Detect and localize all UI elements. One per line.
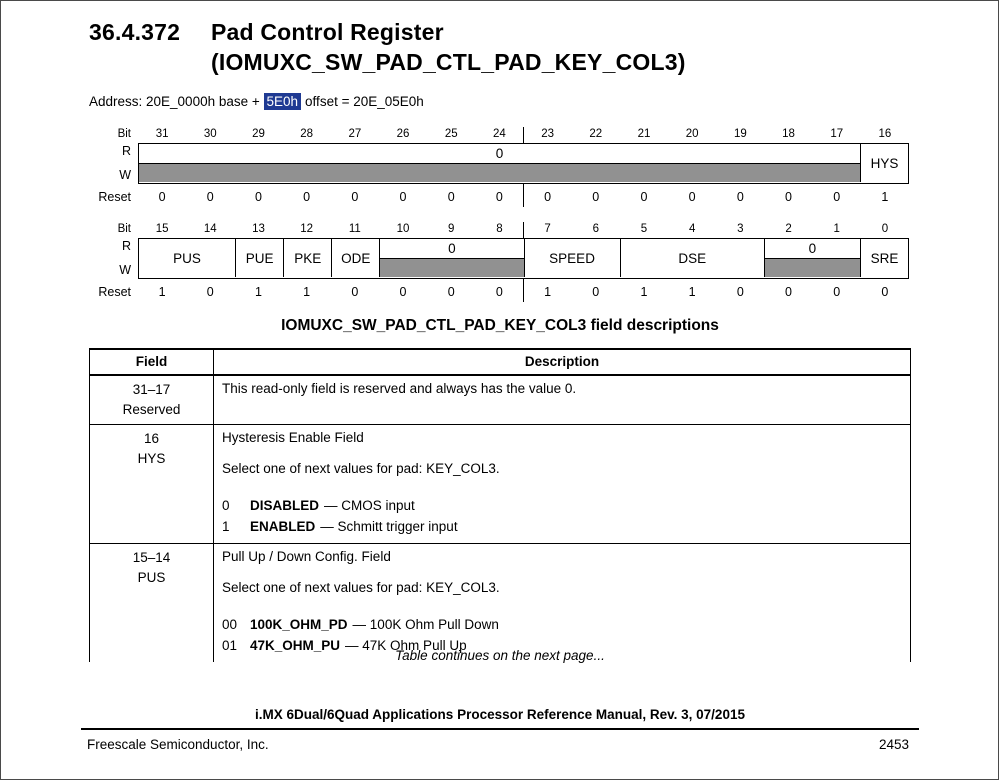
manual-title-footer: i.MX 6Dual/6Quad Applications Processor Reference Manual, Rev. 3, 07/2015 — [255, 707, 745, 722]
bit-number: 4 — [688, 223, 696, 235]
bit-number: 14 — [203, 223, 217, 235]
reset-value: 0 — [399, 285, 407, 299]
field-bits: 15–14 — [132, 550, 171, 565]
reset-value: 0 — [785, 285, 792, 299]
bit-number: 16 — [878, 128, 892, 140]
page-title: Pad Control Register — [211, 19, 444, 45]
selected-text[interactable]: 5E0h — [264, 93, 302, 110]
bit-number: 12 — [300, 223, 314, 235]
reset-value: 0 — [688, 190, 696, 204]
field-name: PUS — [137, 570, 166, 585]
value-name: 100K_OHM_PD — [250, 617, 348, 632]
value-code: 00 — [222, 617, 238, 632]
table-row — [90, 425, 910, 544]
reset-value: 0 — [592, 285, 600, 299]
rw-box-row — [89, 238, 909, 279]
bit-number: 27 — [348, 128, 362, 140]
reserved-read-cell: 0 — [764, 239, 860, 258]
field-cell-speed: SPEED — [524, 239, 620, 277]
reset-row — [89, 187, 909, 207]
register-box — [138, 143, 909, 184]
bit-number: 5 — [640, 223, 648, 235]
reset-value: 1 — [303, 285, 311, 299]
bit-number: 29 — [252, 128, 265, 140]
bit-number: 25 — [444, 128, 458, 140]
bit-number: 17 — [830, 128, 844, 140]
write-label: W — [119, 168, 131, 182]
section-number: 36.4.372 — [89, 19, 181, 45]
value-line — [222, 614, 902, 635]
rw-labels — [89, 238, 138, 279]
header-description: Description — [213, 350, 910, 374]
reset-value: 0 — [351, 190, 359, 204]
bit-number-row — [89, 125, 909, 143]
bit-number: 6 — [592, 223, 599, 235]
register-diagram-low — [89, 220, 909, 302]
description-select: Select one of next values for pad: KEY_COL3. — [222, 580, 500, 595]
field-cell-dse: DSE — [620, 239, 764, 277]
reset-value: 0 — [447, 285, 455, 299]
bit-number: 21 — [637, 128, 651, 140]
bit-number: 13 — [252, 223, 265, 235]
field-cell — [90, 376, 213, 424]
field-descriptions-table — [89, 348, 911, 662]
page-title-register-name: (IOMUXC_SW_PAD_CTL_PAD_KEY_COL3) — [211, 49, 686, 75]
value-line — [222, 516, 902, 537]
reset-value: 1 — [254, 285, 262, 299]
reserved-write-cell — [139, 163, 860, 182]
reset-value: 1 — [881, 190, 889, 204]
reset-value: 0 — [736, 190, 744, 204]
reserved-write-cell — [379, 258, 523, 277]
read-label: R — [121, 144, 131, 158]
field-bits: 16 — [143, 431, 160, 446]
value-code: 01 — [222, 638, 238, 653]
rw-box-row — [89, 143, 909, 184]
reset-value: 0 — [303, 190, 311, 204]
field-table-title: IOMUXC_SW_PAD_CTL_PAD_KEY_COL3 field descriptions — [281, 317, 719, 334]
reserved-read-cell: 0 — [495, 146, 504, 161]
value-description: — Schmitt trigger input — [320, 519, 458, 534]
description-intro: Pull Up / Down Config. Field — [222, 549, 391, 564]
write-label: W — [119, 263, 131, 277]
field-cell-ode: ODE — [331, 239, 379, 277]
reset-value: 0 — [640, 190, 648, 204]
field-cell — [90, 425, 213, 543]
register-box — [138, 238, 909, 279]
reset-value: 0 — [881, 285, 889, 299]
value-name: 47K_OHM_PU — [250, 638, 341, 653]
reset-value: 0 — [592, 190, 600, 204]
reset-value: 0 — [495, 190, 503, 204]
reset-row-label: Reset — [98, 285, 131, 299]
reset-value: 0 — [495, 285, 503, 299]
reset-value: 1 — [640, 285, 648, 299]
field-cell-hys: HYS — [860, 144, 908, 182]
bit-number: 11 — [348, 223, 361, 235]
reset-value: 0 — [351, 285, 359, 299]
bit-number: 3 — [737, 223, 744, 235]
reset-value: 0 — [785, 190, 792, 204]
table-row — [90, 376, 910, 425]
read-label: R — [121, 239, 131, 253]
bit-number: 24 — [493, 128, 506, 140]
field-cell-sre: SRE — [860, 239, 908, 277]
bit-number: 26 — [396, 128, 410, 140]
reset-row-label: Reset — [98, 190, 131, 204]
section-heading — [89, 17, 686, 77]
reset-value: 0 — [254, 190, 262, 204]
bit-number: 15 — [155, 223, 169, 235]
reset-value: 0 — [736, 285, 744, 299]
description-cell — [213, 544, 910, 662]
reset-value: 0 — [158, 190, 166, 204]
bit-number: 0 — [881, 223, 889, 235]
field-name: Reserved — [122, 402, 181, 417]
reserved-read-cell: 0 — [379, 239, 523, 258]
table-header-row — [90, 350, 910, 376]
lsb-half-divider — [523, 279, 524, 302]
value-name: ENABLED — [250, 519, 316, 534]
value-code: 1 — [222, 519, 230, 534]
address-suffix: offset = 20E_05E0h — [305, 94, 424, 109]
field-cell-pue: PUE — [235, 239, 283, 277]
value-description: — 47K Ohm Pull Up — [345, 638, 467, 653]
msb-half-divider — [523, 184, 524, 207]
publisher-name: Freescale Semiconductor, Inc. — [87, 737, 269, 752]
address-line — [89, 94, 424, 109]
bit-number: 8 — [496, 223, 503, 235]
bit-number: 20 — [685, 128, 699, 140]
reset-value: 0 — [206, 285, 214, 299]
bit-row-label: Bit — [117, 223, 131, 235]
reset-value: 0 — [399, 190, 407, 204]
value-line — [222, 495, 902, 516]
field-name: HYS — [137, 451, 166, 466]
bit-number: 1 — [833, 223, 840, 235]
bit-number: 23 — [541, 128, 554, 140]
table-continuation-note: Table continues on the next page... — [395, 648, 605, 663]
reset-value: 0 — [447, 190, 455, 204]
reset-value: 0 — [833, 285, 841, 299]
table-row — [90, 544, 910, 662]
address-prefix: Address: 20E_0000h base + — [89, 94, 264, 109]
field-cell-pke: PKE — [283, 239, 331, 277]
bit-number: 18 — [782, 128, 795, 140]
reset-value: 1 — [544, 285, 552, 299]
lsb-half-divider — [523, 222, 524, 238]
bit-number: 22 — [589, 128, 603, 140]
value-name: DISABLED — [250, 498, 320, 513]
description-cell — [213, 425, 910, 543]
reset-row — [89, 282, 909, 302]
register-diagram-high — [89, 125, 909, 207]
reset-value: 0 — [206, 190, 214, 204]
field-bits: 31–17 — [132, 382, 171, 397]
page-number: 2453 — [878, 737, 909, 752]
msb-half-divider — [523, 127, 524, 143]
reset-value: 0 — [833, 190, 841, 204]
bit-number: 30 — [203, 128, 217, 140]
description-intro: Hysteresis Enable Field — [222, 430, 364, 445]
bit-number: 7 — [544, 223, 551, 235]
description-cell — [213, 376, 910, 424]
reset-value: 1 — [688, 285, 696, 299]
description-text: This read-only field is reserved and always has the value 0. — [222, 381, 577, 396]
rw-labels — [89, 143, 138, 184]
value-code: 0 — [222, 498, 230, 513]
bit-number: 10 — [396, 223, 410, 235]
reserved-write-cell — [764, 258, 860, 277]
header-field: Field — [135, 354, 168, 369]
value-description: — 100K Ohm Pull Down — [352, 617, 499, 632]
description-select: Select one of next values for pad: KEY_COL3. — [222, 461, 500, 476]
bit-row-label: Bit — [117, 128, 131, 140]
bit-number: 9 — [448, 223, 455, 235]
reset-value: 0 — [544, 190, 552, 204]
footer-rule — [81, 728, 919, 730]
bit-number: 19 — [733, 128, 747, 140]
value-description: — CMOS input — [324, 498, 415, 513]
bit-number-row — [89, 220, 909, 238]
bit-number: 2 — [785, 223, 792, 235]
bit-number: 31 — [155, 128, 169, 140]
field-cell — [90, 544, 213, 662]
bit-number: 28 — [300, 128, 314, 140]
field-cell-pus: PUS — [173, 250, 201, 266]
reset-value: 1 — [158, 285, 166, 299]
